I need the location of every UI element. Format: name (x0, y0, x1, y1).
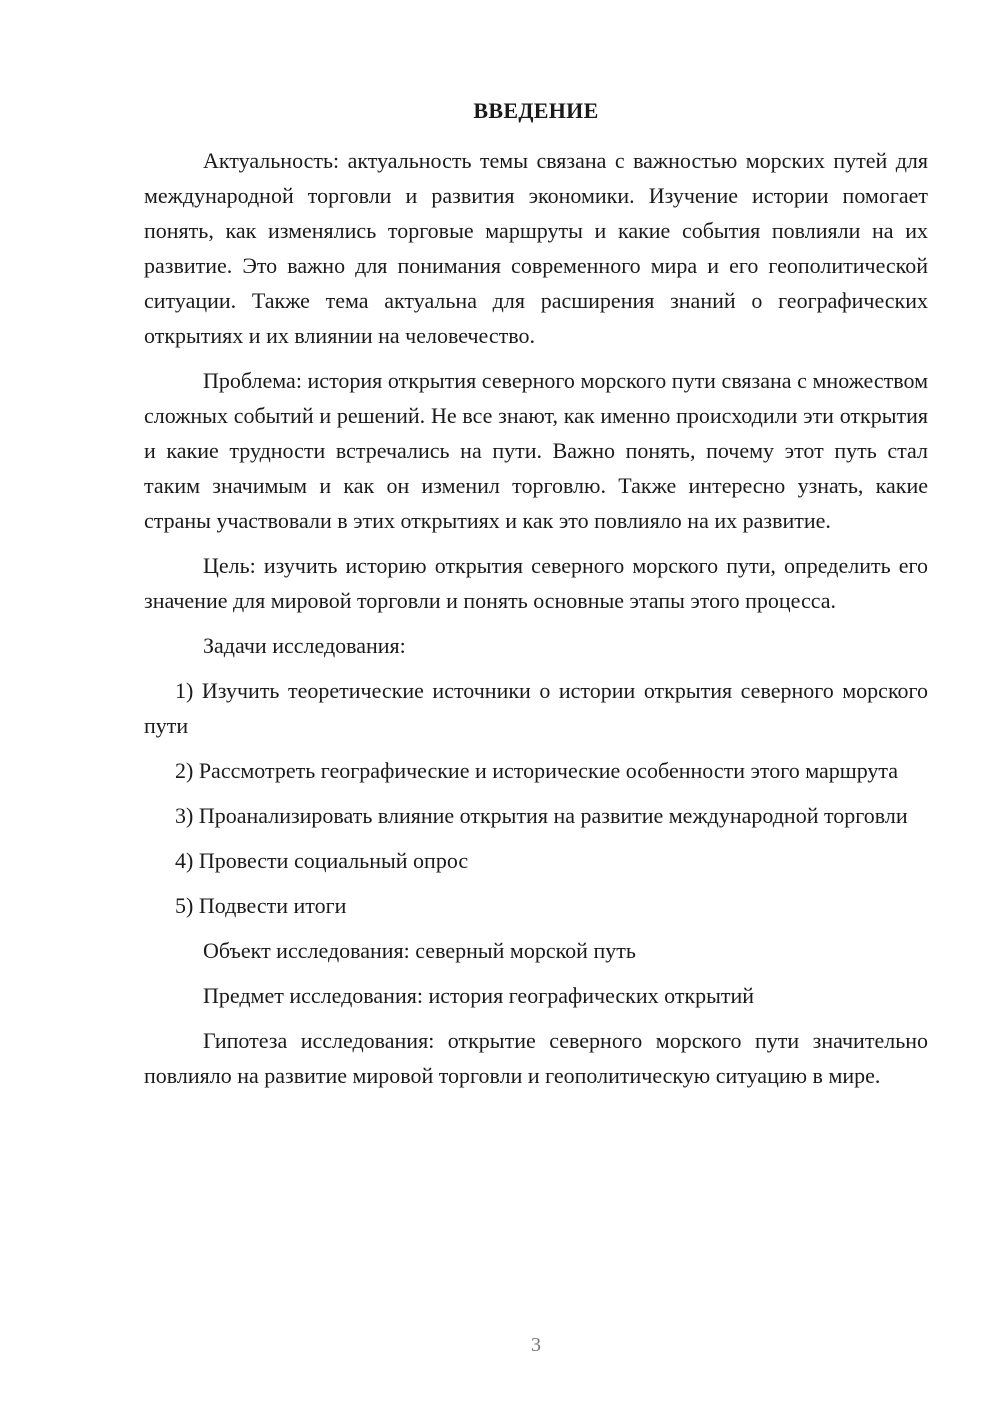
page-number: 3 (531, 1334, 541, 1356)
task-item-2: 2) Рассмотреть географические и исторические особенности этого маршрута (175, 758, 899, 783)
section-body (144, 143, 928, 1103)
goal-paragraph: Цель: изучить историю открытия северного морского пути, определить его значение для мировой торговли и понять основные этапы этого процесса. (144, 553, 928, 613)
section-title: ВВЕДЕНИЕ (473, 98, 599, 123)
subject-paragraph: Предмет исследования: история географических открытий (203, 983, 755, 1008)
relevance-paragraph: Актуальность: актуальность темы связана с важностью морских путей для международной торговли и развития экономики. Изучение истории помогает понять, как изменялись торговые маршруты и какие события повлияли на их развитие. Это важно для понимания современного мира и его геополитической ситуации. Также тема актуальна для расширения знаний о географических открытиях и их влиянии на человечество. (144, 148, 928, 348)
object-paragraph: Объект исследования: северный морской путь (203, 938, 636, 963)
hypothesis-paragraph: Гипотеза исследования: открытие северного морского пути значительно повлияло на развитие мировой торговли и геополитическую ситуацию в мире. (144, 1028, 928, 1088)
task-item-4: 4) Провести социальный опрос (175, 848, 469, 873)
tasks-heading: Задачи исследования: (203, 633, 406, 658)
task-item-1: 1) Изучить теоретические источники о истории открытия северного морского пути (144, 678, 928, 738)
task-item-3: 3) Проанализировать влияние открытия на развитие международной торговли (175, 803, 908, 828)
problem-paragraph: Проблема: история открытия северного морского пути связана с множеством сложных событий и решений. Не все знают, как именно происходили эти открытия и какие трудности встречались на пути. Важно понять, почему этот путь стал таким значимым и как он изменил торговлю. Также интересно узнать, какие страны участвовали в этих открытиях и как это повлияло на их развитие. (144, 368, 928, 533)
task-item-5: 5) Подвести итоги (175, 893, 347, 918)
